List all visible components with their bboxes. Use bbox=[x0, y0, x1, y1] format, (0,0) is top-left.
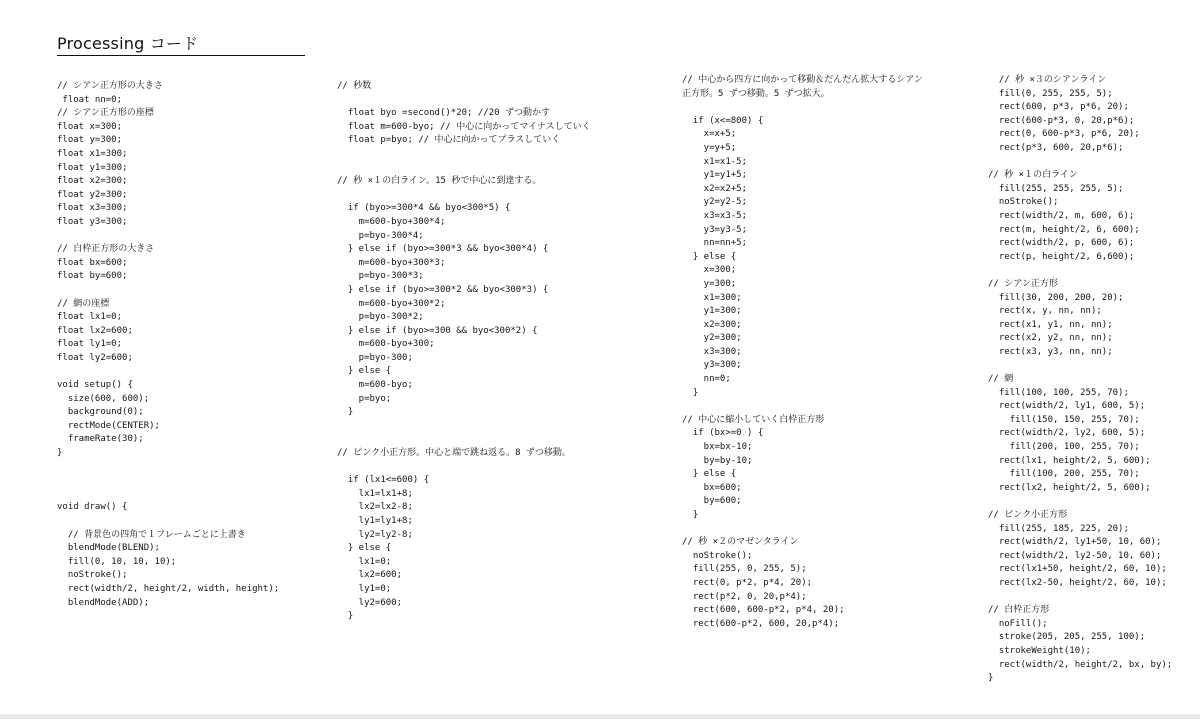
code-line: float ly2=600; bbox=[57, 352, 133, 363]
code-line: // 秒 ×１の白ライン。15 秒で中心に到達する。 bbox=[337, 176, 542, 187]
code-line: } else { bbox=[682, 469, 737, 480]
code-line: rect(width/2, m, 600, 6); bbox=[988, 210, 1135, 221]
code-line: bx=600; bbox=[682, 482, 742, 493]
code-line: } else if (byo>=300 && byo<300*2) { bbox=[337, 325, 538, 336]
code-line: nn=nn+5; bbox=[682, 238, 748, 249]
code-line: ly2=ly2-8; bbox=[337, 529, 413, 540]
code-line: 正方形。5 ずつ移動。5 ずつ拡大。 bbox=[682, 88, 830, 99]
code-line: ly1=0; bbox=[337, 583, 392, 594]
code-line: y3=y3-5; bbox=[682, 224, 748, 235]
code-line: rect(x1, y1, nn, nn); bbox=[988, 319, 1113, 330]
code-line bbox=[57, 461, 327, 475]
code-line: p=byo-300*4; bbox=[337, 230, 424, 241]
code-line: } bbox=[337, 611, 354, 622]
code-line: } bbox=[682, 510, 699, 520]
code-line: void setup() { bbox=[57, 380, 133, 391]
code-line: // シアン正方形の座標 bbox=[57, 108, 154, 119]
code-line: y1=300; bbox=[682, 306, 742, 317]
code-line: y2=300; bbox=[682, 333, 742, 344]
code-line: p=byo-300*2; bbox=[337, 312, 424, 323]
code-line: // 白枠正方形の大きさ bbox=[57, 244, 155, 255]
code-line: // ピンク小正方形。中心と端で跳ね返る。8 ずつ移動。 bbox=[337, 448, 571, 459]
code-line: } else if (byo>=300*3 && byo<300*4) { bbox=[337, 244, 549, 255]
code-line: } bbox=[988, 673, 994, 684]
code-line: float y1=300; bbox=[57, 162, 128, 173]
code-line: x1=x1-5; bbox=[682, 156, 748, 167]
code-line: float by=600; bbox=[57, 271, 128, 282]
code-line bbox=[57, 365, 327, 379]
code-line: rect(lx1, height/2, 5, 600); bbox=[988, 455, 1151, 466]
title-underline bbox=[57, 55, 305, 56]
code-line: fill(30, 200, 200, 20); bbox=[988, 292, 1124, 303]
code-line: m=600-byo+300*3; bbox=[337, 257, 446, 268]
code-line: // 網の座標 bbox=[57, 298, 110, 309]
code-line: noStroke(); bbox=[57, 570, 128, 581]
code-line: // 秒 ×３のシアンライン bbox=[988, 75, 1107, 85]
code-line bbox=[988, 591, 1193, 605]
code-line: void draw() { bbox=[57, 502, 128, 513]
code-line: p=byo-300*3; bbox=[337, 271, 424, 282]
code-line: x=x+5; bbox=[682, 129, 737, 140]
page-title: Processing コード bbox=[57, 34, 199, 53]
code-line: fill(255, 185, 225, 20); bbox=[988, 523, 1129, 534]
code-line: } bbox=[682, 387, 699, 398]
code-line: } else if (byo>=300*2 && byo<300*3) { bbox=[337, 284, 549, 295]
code-line bbox=[337, 461, 657, 475]
code-line: x3=x3-5; bbox=[682, 210, 748, 221]
code-line: m=600-byo+300*2; bbox=[337, 298, 446, 309]
code-line bbox=[988, 264, 1193, 278]
code-line: ly2=600; bbox=[337, 597, 403, 608]
code-line: lx1=0; bbox=[337, 556, 392, 567]
code-line bbox=[682, 523, 972, 537]
code-line: lx1=lx1+8; bbox=[337, 488, 413, 499]
code-line: float p=byo; // 中心に向かってプラスしていく bbox=[337, 135, 561, 146]
code-line: m=600-byo; bbox=[337, 380, 413, 391]
code-line: x1=300; bbox=[682, 292, 742, 303]
code-line: m=600-byo+300*4; bbox=[337, 216, 446, 227]
code-line: y1=y1+5; bbox=[682, 170, 748, 181]
code-line: rect(600-p*2, 600, 20,p*4); bbox=[682, 618, 840, 629]
code-line: float m=600-byo; // 中心に向かってマイナスしていく bbox=[337, 121, 591, 132]
code-line: // 網 bbox=[988, 374, 1014, 385]
code-line: y=300; bbox=[682, 278, 737, 289]
code-line bbox=[57, 488, 327, 502]
code-line: y=y+5; bbox=[682, 142, 737, 153]
code-line: float x=300; bbox=[57, 121, 123, 132]
code-line: by=by-10; bbox=[682, 455, 753, 466]
code-line: } else { bbox=[682, 251, 737, 262]
code-line: float lx1=0; bbox=[57, 312, 123, 323]
code-line: rect(0, 600-p*3, p*6, 20); bbox=[988, 129, 1140, 140]
code-line bbox=[988, 156, 1193, 170]
code-line: noFill(); bbox=[988, 618, 1048, 629]
code-line: rect(x2, y2, nn, nn); bbox=[988, 333, 1113, 344]
code-line: // 秒数 bbox=[337, 81, 372, 91]
code-line bbox=[988, 495, 1193, 509]
code-line: fill(100, 100, 255, 70); bbox=[988, 387, 1129, 398]
code-line bbox=[337, 433, 657, 447]
code-line: float x2=300; bbox=[57, 176, 128, 187]
code-line: fill(0, 10, 10, 10); bbox=[57, 556, 177, 567]
code-line: blendMode(ADD); bbox=[57, 597, 150, 608]
code-line: lx2=600; bbox=[337, 570, 403, 581]
code-column-2 bbox=[337, 80, 657, 624]
code-line: float byo =second()*20; //20 ずつ動かす bbox=[337, 108, 550, 119]
code-line bbox=[337, 420, 657, 434]
code-line: } else { bbox=[337, 543, 392, 554]
code-line bbox=[682, 101, 972, 115]
code-line bbox=[682, 400, 972, 414]
code-line: bx=bx-10; bbox=[682, 442, 753, 453]
code-line: rect(width/2, ly2, 600, 5); bbox=[988, 428, 1146, 439]
code-line: lx2=lx2-8; bbox=[337, 502, 413, 513]
code-line: // シアン正方形の大きさ bbox=[57, 81, 163, 91]
code-line: fill(100, 200, 255, 70); bbox=[988, 469, 1140, 480]
code-line: if (byo>=300*4 && byo<300*5) { bbox=[337, 203, 511, 214]
code-line bbox=[337, 148, 657, 162]
code-line: rect(p*3, 600, 20,p*6); bbox=[988, 142, 1124, 153]
code-line: float nn=0; bbox=[57, 94, 123, 105]
code-line: m=600-byo+300; bbox=[337, 339, 435, 350]
code-line: } bbox=[57, 448, 63, 459]
code-line: size(600, 600); bbox=[57, 393, 150, 404]
code-line: float x3=300; bbox=[57, 203, 128, 214]
code-line: } bbox=[337, 407, 354, 418]
code-line: rect(width/2, height/2, width, height); bbox=[57, 583, 280, 594]
code-line: float y2=300; bbox=[57, 189, 128, 200]
code-line: noStroke(); bbox=[682, 550, 753, 561]
code-line: if (lx1<=600) { bbox=[337, 475, 430, 486]
code-line: // 白枠正方形 bbox=[988, 605, 1050, 616]
code-line: strokeWeight(10); bbox=[988, 645, 1091, 656]
page-bottom-edge bbox=[0, 714, 1200, 719]
code-line: blendMode(BLEND); bbox=[57, 543, 160, 554]
code-line: // 秒 ×２のマゼンタライン bbox=[682, 537, 799, 548]
code-line bbox=[57, 230, 327, 244]
code-line bbox=[337, 189, 657, 203]
code-line: by=600; bbox=[682, 496, 742, 507]
code-line: noStroke(); bbox=[988, 197, 1059, 208]
code-line: x3=300; bbox=[682, 346, 742, 357]
code-line bbox=[988, 359, 1193, 373]
code-line: } else { bbox=[337, 366, 392, 377]
code-line: ly1=ly1+8; bbox=[337, 516, 413, 526]
code-line: // 秒 ×１の白ライン bbox=[988, 170, 1078, 181]
code-line: y2=y2-5; bbox=[682, 197, 748, 208]
code-line: fill(255, 0, 255, 5); bbox=[682, 564, 807, 575]
code-line: if (bx>=0 ) { bbox=[682, 428, 764, 439]
code-line: rect(x3, y3, nn, nn); bbox=[988, 346, 1113, 357]
code-line: fill(0, 255, 255, 5); bbox=[988, 88, 1113, 99]
code-line: nn=0; bbox=[682, 374, 731, 385]
code-line bbox=[57, 284, 327, 298]
code-line: rect(lx2, height/2, 5, 600); bbox=[988, 482, 1151, 493]
code-line: // ピンク小正方形 bbox=[988, 510, 1068, 520]
code-line bbox=[337, 94, 657, 108]
code-line: rect(lx1+50, height/2, 60, 10); bbox=[988, 564, 1167, 575]
code-line: rect(600, 600-p*2, p*4, 20); bbox=[682, 605, 845, 616]
code-line: rect(width/2, ly1, 600, 5); bbox=[988, 401, 1146, 412]
code-line: x2=x2+5; bbox=[682, 183, 748, 194]
code-line: background(0); bbox=[57, 407, 144, 418]
code-line: p=byo; bbox=[337, 393, 392, 404]
code-line: frameRate(30); bbox=[57, 434, 144, 445]
code-line bbox=[57, 474, 327, 488]
code-line: x=300; bbox=[682, 265, 737, 276]
code-line: rect(width/2, p, 600, 6); bbox=[988, 238, 1135, 249]
code-line: fill(200, 100, 255, 70); bbox=[988, 442, 1140, 453]
code-line: float ly1=0; bbox=[57, 339, 123, 350]
code-column-1 bbox=[57, 80, 327, 610]
code-line: rect(width/2, height/2, bx, by); bbox=[988, 659, 1173, 670]
code-line bbox=[337, 162, 657, 176]
code-column-4 bbox=[988, 74, 1193, 686]
code-line: rect(0, p*2, p*4, 20); bbox=[682, 577, 813, 588]
code-line: float bx=600; bbox=[57, 257, 128, 268]
code-line: fill(150, 150, 255, 70); bbox=[988, 414, 1140, 425]
code-line: if (x<=800) { bbox=[682, 115, 764, 126]
code-line: rect(width/2, ly2-50, 10, 60); bbox=[988, 550, 1162, 561]
code-column-3 bbox=[682, 74, 972, 631]
code-line: rect(600-p*3, 0, 20,p*6); bbox=[988, 115, 1135, 126]
code-line bbox=[57, 515, 327, 529]
code-line: rectMode(CENTER); bbox=[57, 420, 160, 431]
code-line: // 中心から四方に向かって移動＆だんだん拡大するシアン bbox=[682, 75, 923, 85]
code-line: fill(255, 255, 255, 5); bbox=[988, 183, 1124, 194]
code-line: rect(p, height/2, 6,600); bbox=[988, 251, 1135, 262]
code-line: rect(600, p*3, p*6, 20); bbox=[988, 102, 1129, 113]
code-line: rect(x, y, nn, nn); bbox=[988, 306, 1102, 317]
code-line: rect(m, height/2, 6, 600); bbox=[988, 224, 1140, 235]
code-line: y3=300; bbox=[682, 360, 742, 371]
code-line: // 中心に縮小していく白枠正方形 bbox=[682, 414, 825, 425]
code-line: // 背景色の四角で１フレームごとに上書き bbox=[57, 529, 246, 540]
code-line: float lx2=600; bbox=[57, 325, 133, 336]
code-line: p=byo-300; bbox=[337, 352, 413, 363]
code-line: rect(lx2-50, height/2, 60, 10); bbox=[988, 577, 1167, 588]
code-line: rect(p*2, 0, 20,p*4); bbox=[682, 591, 807, 602]
code-line: float x1=300; bbox=[57, 148, 128, 159]
code-line: rect(width/2, ly1+50, 10, 60); bbox=[988, 537, 1162, 548]
code-line: stroke(205, 205, 255, 100); bbox=[988, 632, 1146, 643]
code-line: float y=300; bbox=[57, 135, 123, 146]
code-line: x2=300; bbox=[682, 319, 742, 330]
code-line: float y3=300; bbox=[57, 216, 128, 227]
code-line: // シアン正方形 bbox=[988, 278, 1058, 289]
